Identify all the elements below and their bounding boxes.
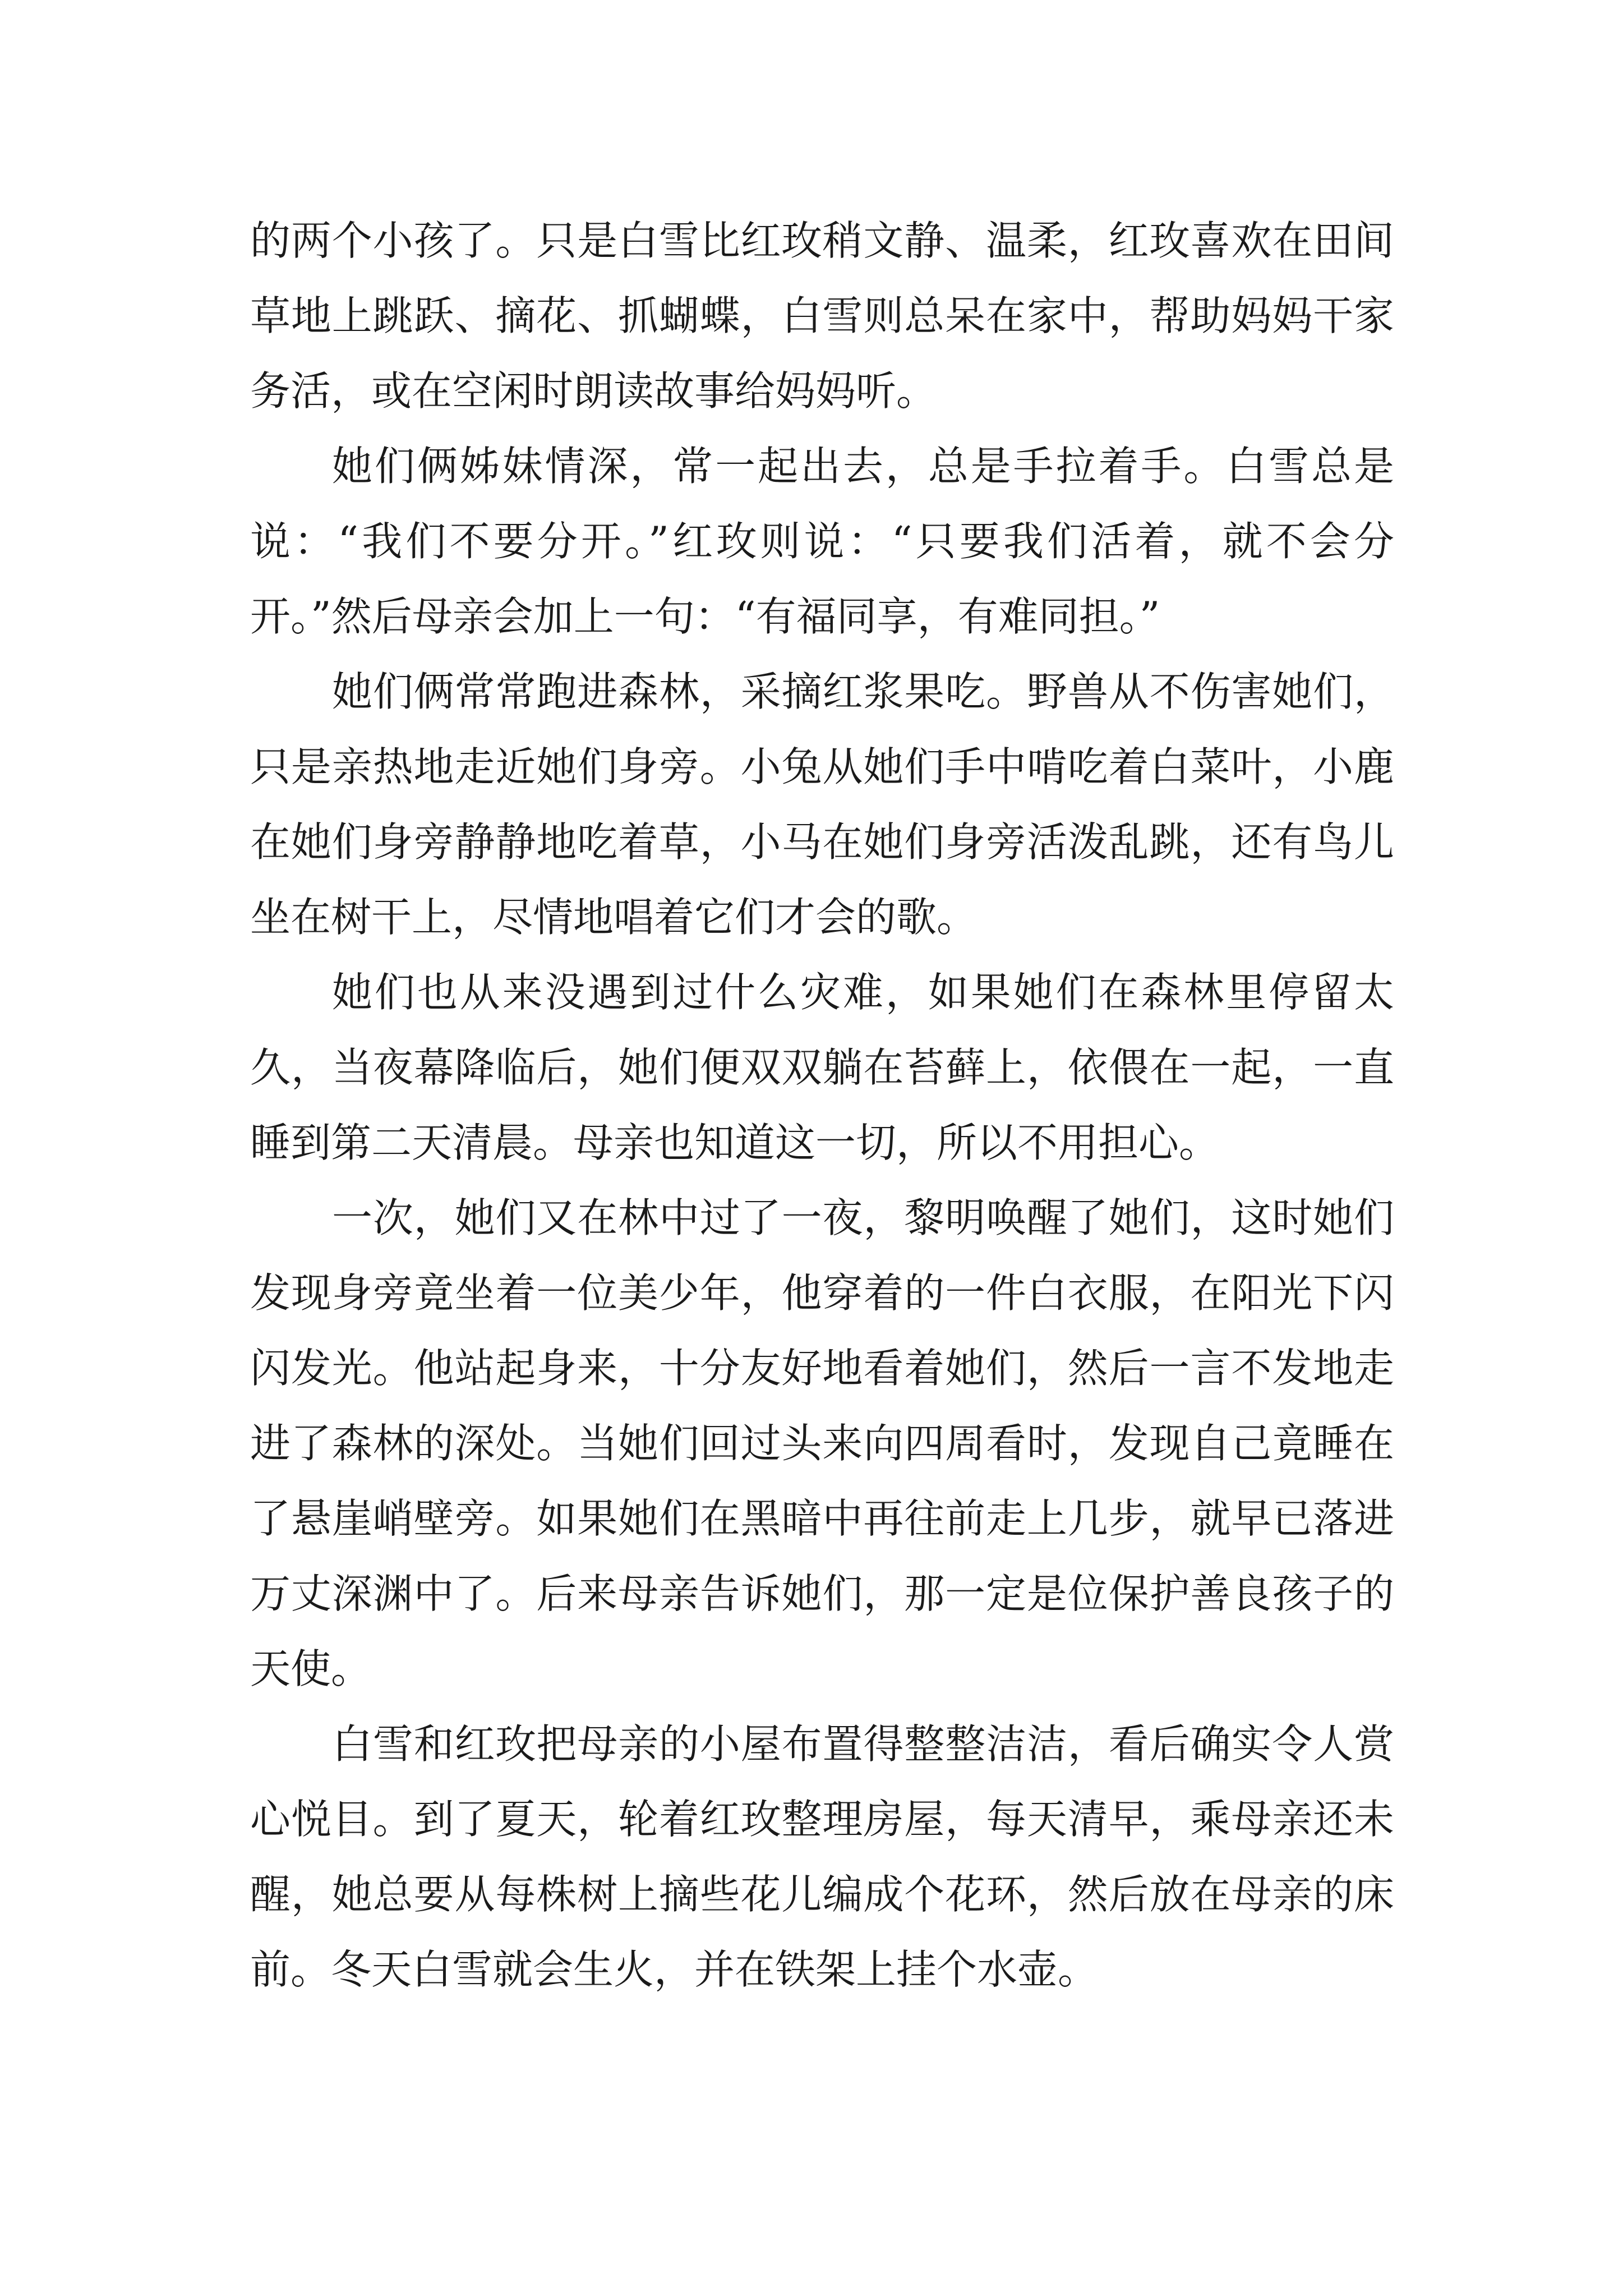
paragraph-4: 她们也从来没遇到过什么灾难，如果她们在森林里停留太久，当夜幕降临后，她们便双双躺在苔藓上，依偎在一起，一直睡到第二天清晨。母亲也知道这一切，所以不用担心。 (250, 969, 1394, 1166)
body-text (250, 203, 1394, 2007)
paragraph-3: 她们俩常常跑进森林，采摘红浆果吃。野兽从不伤害她们，只是亲热地走近她们身旁。小兔从她们手中啃吃着白菜叶，小鹿在她们身旁静静地吃着草，小马在她们身旁活泼乱跳，还有鸟儿坐在树干上，尽情地唱着它们才会的歌。 (250, 668, 1394, 941)
paragraph-6: 白雪和红玫把母亲的小屋布置得整整洁洁，看后确实令人赏心悦目。到了夏天，轮着红玫整理房屋，每天清早，乘母亲还未醒，她总要从每株树上摘些花儿编成个花环，然后放在母亲的床前。冬天白雪就会生火，并在铁架上挂个水壶。 (250, 1720, 1394, 1993)
paragraph-5: 一次，她们又在林中过了一夜，黎明唤醒了她们，这时她们发现身旁竟坐着一位美少年，他穿着的一件白衣服，在阳光下闪闪发光。他站起身来，十分友好地看着她们，然后一言不发地走进了森林的深处。当她们回过头来向四周看时，发现自己竟睡在了悬崖峭壁旁。如果她们在黑暗中再往前走上几步，就早已落进万丈深渊中了。后来母亲告诉她们，那一定是位保护善良孩子的天使。 (250, 1194, 1394, 1692)
paragraph-1: 的两个小孩了。只是白雪比红玫稍文静、温柔，红玫喜欢在田间草地上跳跃、摘花、抓蝴蝶，白雪则总呆在家中，帮助妈妈干家务活，或在空闲时朗读故事给妈妈听。 (250, 217, 1394, 415)
paragraph-2: 她们俩姊妹情深，常一起出去，总是手拉着手。白雪总是说：“我们不要分开。”红玫则说：“只要我们活着，就不会分开。”然后母亲会加上一句：“有福同享，有难同担。” (250, 443, 1394, 640)
